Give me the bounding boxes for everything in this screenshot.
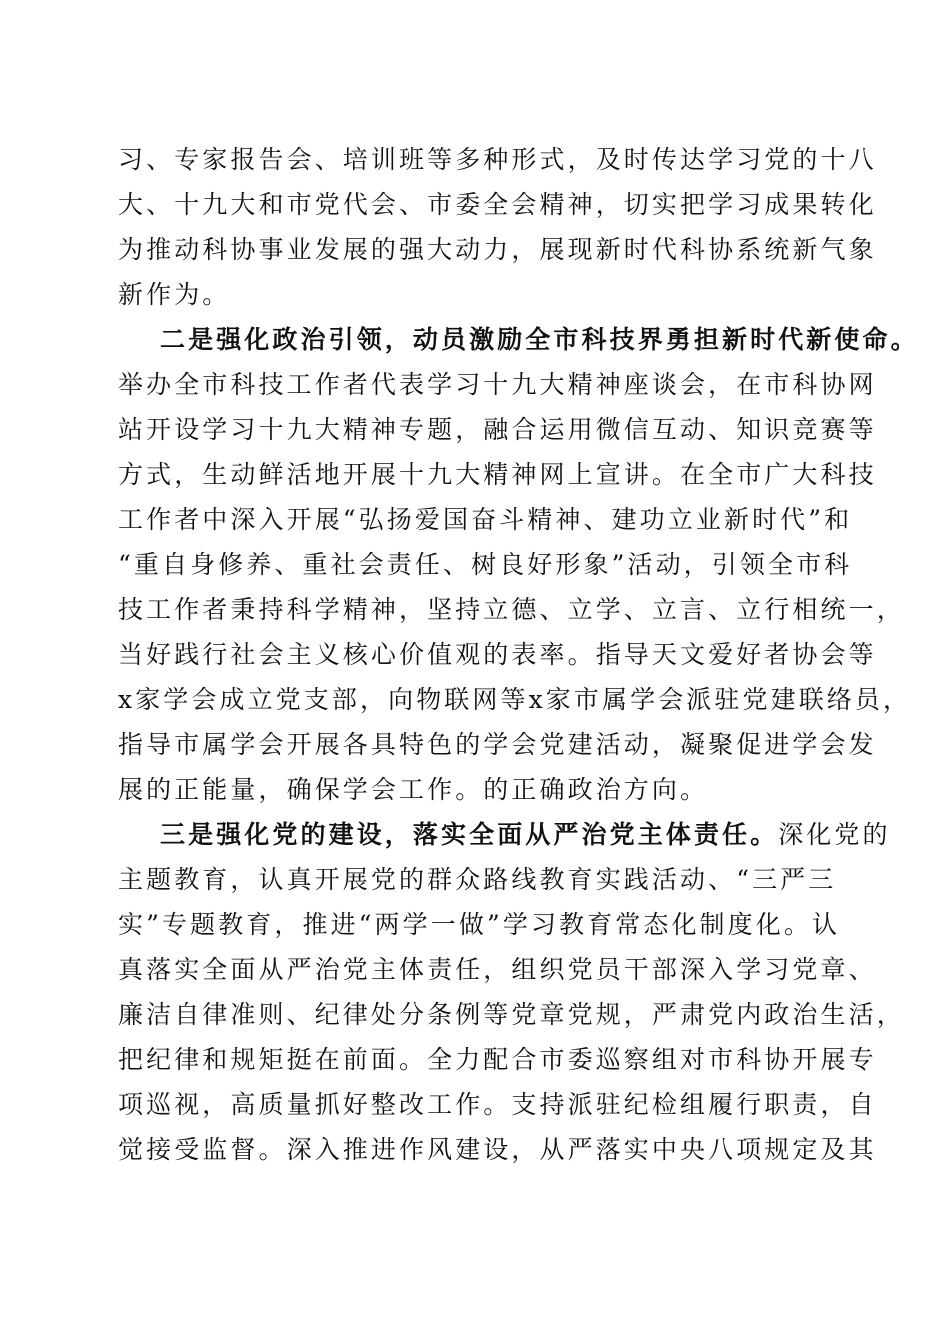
paragraph-3-line-6: 项巡视，高质量抓好整改工作。支持派驻纪检组履行职责，自 — [118, 1090, 877, 1119]
paragraph-3-line-1: 主题教育，认真开展党的群众路线教育实践活动、“三严三 — [118, 865, 837, 894]
paragraph-3-line-7: 觉接受监督。深入推进作风建设，从严落实中央八项规定及其 — [118, 1135, 877, 1164]
paragraph-3-line-4: 廉洁自律准则、纪律处分条例等党章党规，严肃党内政治生活， — [118, 1000, 905, 1029]
paragraph-2-line-3: 方式，生动鲜活地开展十九大精神网上宣讲。在全市广大科技 — [118, 460, 877, 489]
paragraph-1-line-1: 习、专家报告会、培训班等多种形式，及时传达学习党的十八 — [118, 145, 877, 174]
paragraph-1-line-3: 为推动科协事业发展的强大动力，展现新时代科协系统新气象 — [118, 235, 877, 264]
paragraph-2-line-10: 展的正能量，确保学会工作。的正确政治方向。 — [118, 775, 709, 804]
paragraph-2-line-9: 指导市属学会开展各具特色的学会党建活动，凝聚促进学会发 — [118, 730, 877, 759]
paragraph-2-line-5: “重自身修养、重社会责任、树良好形象”活动，引领全市科 — [118, 550, 853, 579]
paragraph-2-line-7: 当好践行社会主义核心价值观的表率。指导天文爱好者协会等 — [118, 640, 877, 669]
paragraph-2-heading: 二是强化政治引领，动员激励全市科技界勇担新时代新使命。 — [160, 325, 919, 354]
paragraph-2-line-1: 举办全市科技工作者代表学习十九大精神座谈会，在市科协网 — [118, 370, 877, 399]
paragraph-2-line-2: 站开设学习十九大精神专题，融合运用微信互动、知识竞赛等 — [118, 415, 877, 444]
paragraph-2-line-4: 工作者中深入开展“弘扬爱国奋斗精神、建功立业新时代”和 — [118, 505, 853, 534]
paragraph-3-first-line — [160, 813, 891, 857]
paragraph-3-heading-tail: 深化党的 — [778, 820, 891, 849]
paragraph-2-line-8: x家学会成立党支部，向物联网等x家市属学会派驻党建联络员， — [118, 685, 912, 714]
paragraph-3-heading: 三是强化党的建设，落实全面从严治党主体责任。 — [160, 820, 779, 849]
paragraph-1-line-4: 新作为。 — [118, 280, 231, 309]
paragraph-1-line-2: 大、十九大和市党代会、市委全会精神，切实把学习成果转化 — [118, 190, 877, 219]
paragraph-3-line-3: 真落实全面从严治党主体责任，组织党员干部深入学习党章、 — [118, 955, 877, 984]
paragraph-2-line-6: 技工作者秉持科学精神，坚持立德、立学、立言、立行相统一， — [118, 595, 905, 624]
paragraph-3-line-5: 把纪律和规矩挺在前面。全力配合市委巡察组对市科协开展专 — [118, 1045, 877, 1074]
paragraph-3-line-2: 实”专题教育，推进“两学一做”学习教育常态化制度化。认 — [118, 910, 841, 939]
